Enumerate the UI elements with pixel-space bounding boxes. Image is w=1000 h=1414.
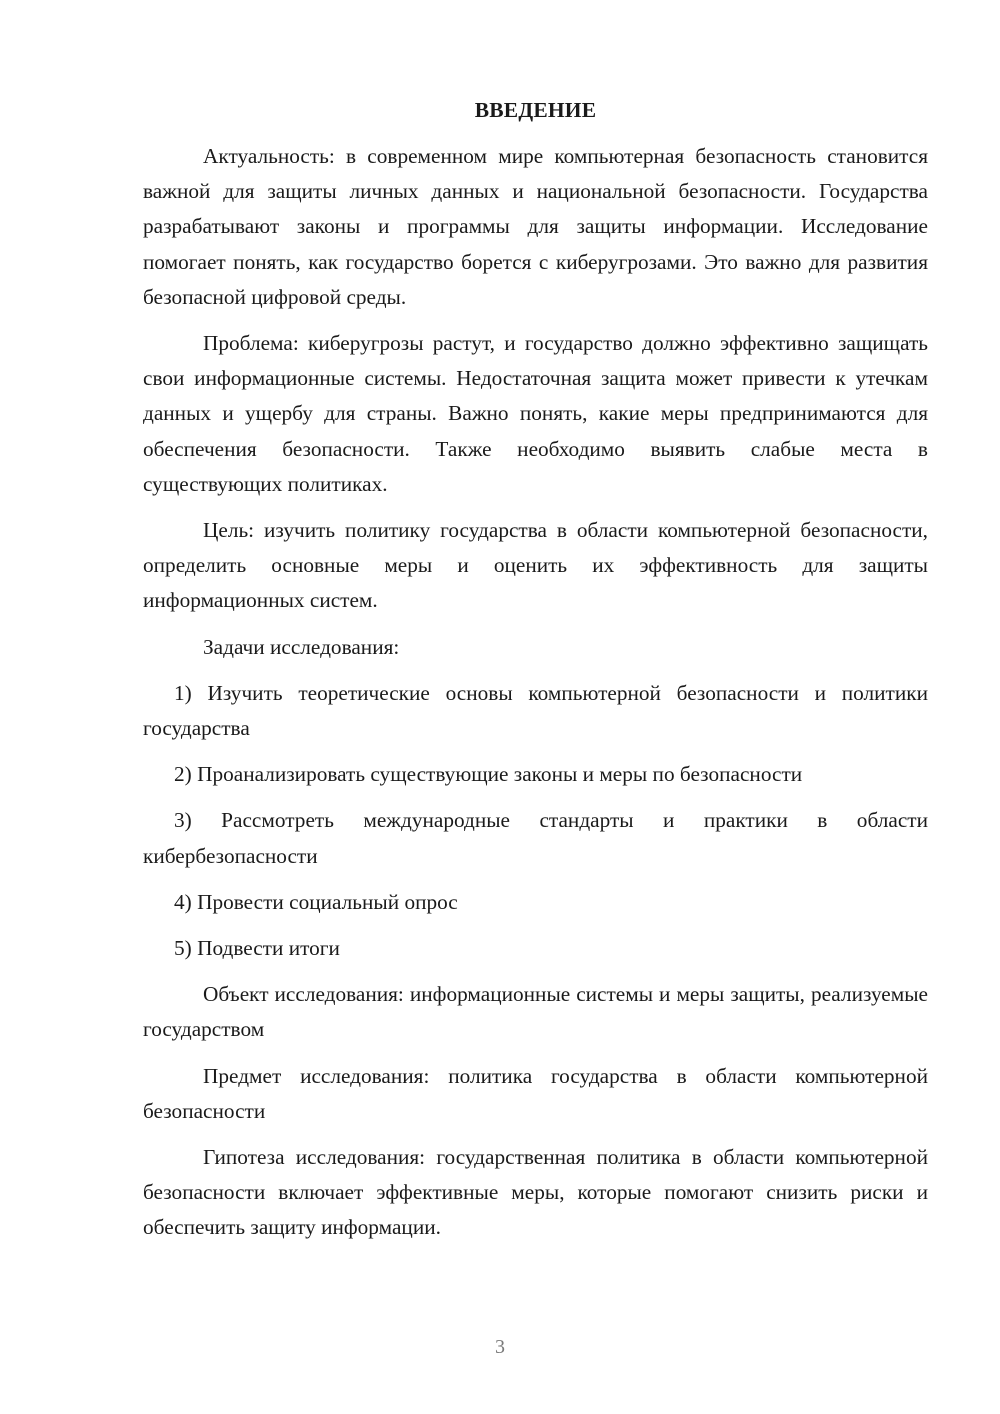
paragraph-goal: Цель: изучить политику государства в области компьютерной безопасности, определить основные меры и оценить их эффективность для защиты информационных систем. bbox=[143, 518, 928, 613]
task-item-3: 3) Рассмотреть международные стандарты и практики в области кибербезопасности bbox=[143, 808, 928, 868]
task-item-5: 5) Подвести итоги bbox=[174, 936, 340, 961]
task-item-4: 4) Провести социальный опрос bbox=[174, 889, 458, 914]
paragraph-relevance: Актуальность: в современном мире компьютерная безопасность становится важной для защиты личных данных и национальной безопасности. Государства разрабатывают законы и программы для защиты информации. Исследование помогает понять, как государство борется с киберугрозами. Это важно для развития безопасной цифровой среды. bbox=[143, 144, 928, 309]
paragraph-problem: Проблема: киберугрозы растут, и государство должно эффективно защищать свои информационные системы. Недостаточная защита может привести к утечкам данных и ущербу для страны. Важно понять, какие меры предпринимаются для обеспечения безопасности. Также необходимо выявить слабые места в существующих политиках. bbox=[143, 331, 928, 496]
task-item-1: 1) Изучить теоретические основы компьютерной безопасности и политики государства bbox=[143, 680, 928, 741]
tasks-heading: Задачи исследования: bbox=[203, 634, 400, 659]
paragraph-hypothesis: Гипотеза исследования: государственная политика в области компьютерной безопасности включает эффективные меры, которые помогают снизить риски и обеспечить защиту информации. bbox=[143, 1145, 928, 1240]
document-page bbox=[143, 93, 928, 1257]
page-number: 3 bbox=[495, 1336, 505, 1358]
task-item-2: 2) Проанализировать существующие законы и меры по безопасности bbox=[174, 762, 803, 787]
paragraph-subject: Предмет исследования: политика государства в области компьютерной безопасности bbox=[143, 1063, 928, 1123]
section-title: ВВЕДЕНИЕ bbox=[474, 98, 597, 122]
paragraph-object: Объект исследования: информационные системы и меры защиты, реализуемые государством bbox=[143, 982, 928, 1042]
